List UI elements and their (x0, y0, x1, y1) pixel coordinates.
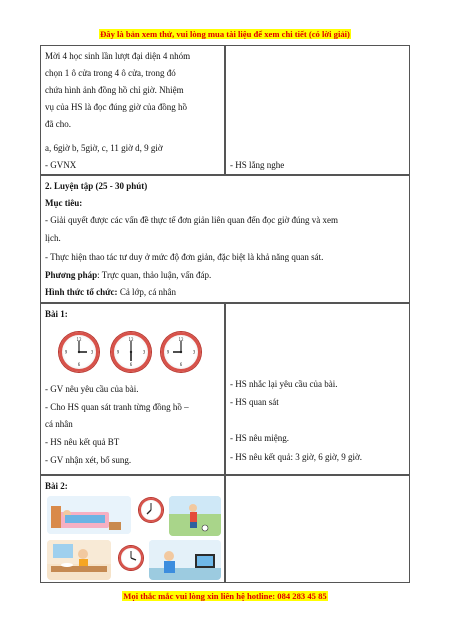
svg-text:9: 9 (116, 349, 120, 355)
bai2-right-cell (225, 475, 410, 583)
svg-text:12: 12 (178, 337, 184, 342)
clock-6-oclock (111, 332, 151, 372)
bai1-left-line-5: - GV nhận xét, bổ sung. (45, 455, 132, 465)
bai1-title: Bài 1: (45, 309, 68, 319)
bai1-left-cell (40, 303, 225, 475)
svg-text:6: 6 (77, 362, 81, 367)
muc-tieu-label: Mục tiêu: (45, 198, 83, 208)
phuong-phap-label: Phương pháp (45, 270, 98, 280)
row1-left-cell (40, 45, 225, 175)
bai1-left-line-3: cá nhân (45, 419, 73, 429)
goal-2: - Thực hiện thao tác tư duy ở mức độ đơn giản, đặc biệt là khả năng quan sát. (45, 252, 324, 262)
section2-cell (40, 175, 410, 303)
clock-face-icon (141, 500, 161, 520)
soccer-scene-icon (169, 496, 221, 536)
bai2-title: Bài 2: (45, 481, 68, 491)
svg-text:12: 12 (76, 337, 82, 342)
row1-line-7: - GVNX (45, 160, 77, 170)
bai2-left-cell (40, 475, 225, 583)
section2-heading: 2. Luyện tập (25 - 30 phút) (45, 181, 148, 191)
tv-child-illustration (149, 540, 221, 580)
bai1-right-line-1: - HS nhắc lại yêu cầu của bài. (230, 379, 338, 389)
row1-line-2: chọn 1 ô cửa trong 4 ô cửa, trong đó (45, 68, 176, 78)
hotline-banner (0, 586, 450, 604)
row1-line-3: chứa hình ảnh đồng hồ chỉ giờ. Nhiệm (45, 85, 184, 95)
row1-line-4: vụ của HS là đọc đúng giờ của đồng hồ (45, 102, 187, 112)
bai1-left-line-1: - GV nêu yêu cầu của bài. (45, 384, 139, 394)
hinh-thuc (45, 286, 176, 298)
svg-text:9: 9 (166, 349, 170, 355)
bai1-right-line-2: - HS quan sát (230, 397, 279, 407)
sleeping-child-illustration (47, 496, 131, 534)
clock-face-icon (121, 548, 141, 568)
goal-1-line-2: lịch. (45, 233, 61, 243)
svg-text:3: 3 (90, 349, 94, 355)
clock-3-oclock (59, 332, 99, 372)
bai2-clock-1 (139, 498, 163, 522)
row1-line-1: Mời 4 học sinh lần lượt đại diện 4 nhóm (45, 51, 191, 61)
phuong-phap (45, 269, 211, 281)
bai1-left-line-4: - HS nêu kết quả BT (45, 437, 120, 447)
clock-face-icon (164, 335, 198, 369)
bedroom-scene-icon (47, 496, 131, 534)
bai2-clock-2 (119, 546, 143, 570)
row1-line-6: a, 6giờ b, 5giờ, c, 11 giờ d, 9 giờ (45, 143, 163, 153)
svg-text:6: 6 (129, 362, 133, 367)
svg-text:12: 12 (128, 337, 134, 342)
living-room-scene-icon (149, 540, 221, 580)
row1-line-5: đã cho. (45, 119, 71, 129)
preview-banner-text: Đây là bản xem thử, vui lòng mua tài liệu để xem chi tiết (có lời giải) (100, 29, 350, 39)
clock-face-icon (114, 335, 148, 369)
dining-scene-icon (47, 540, 111, 580)
svg-text:6: 6 (179, 362, 183, 367)
clock-9-oclock (161, 332, 201, 372)
hotline-banner-text: Mọi thắc mắc vui lòng xin liên hệ hotline: 084 283 45 85 (123, 591, 327, 601)
bai1-right-line-5: - HS nêu kết quả: 3 giờ, 6 giờ, 9 giờ. (230, 452, 363, 462)
hinh-thuc-value: Cả lớp, cá nhân (117, 287, 177, 297)
hinh-thuc-label: Hình thức tổ chức: (45, 287, 118, 297)
bai1-left-line-2: - Cho HS quan sát tranh từng đồng hồ – (45, 402, 189, 412)
clock-face-icon (62, 335, 96, 369)
row1-right-cell (225, 45, 410, 175)
svg-text:3: 3 (142, 349, 146, 355)
eating-child-illustration (47, 540, 111, 580)
svg-text:3: 3 (192, 349, 196, 355)
svg-text:9: 9 (64, 349, 68, 355)
preview-banner (0, 24, 450, 42)
bai1-right-line-4: - HS nêu miệng. (230, 433, 289, 443)
goal-1-line-1: - Giải quyết được các vấn đề thực tế đơn giản liên quan đến đọc giờ đúng và xem (45, 215, 338, 225)
row1-right-text: - HS lắng nghe (230, 160, 285, 170)
soccer-illustration (169, 496, 221, 536)
bai1-right-cell (225, 303, 410, 475)
phuong-phap-value: : Trực quan, thảo luận, vấn đáp. (97, 270, 212, 280)
